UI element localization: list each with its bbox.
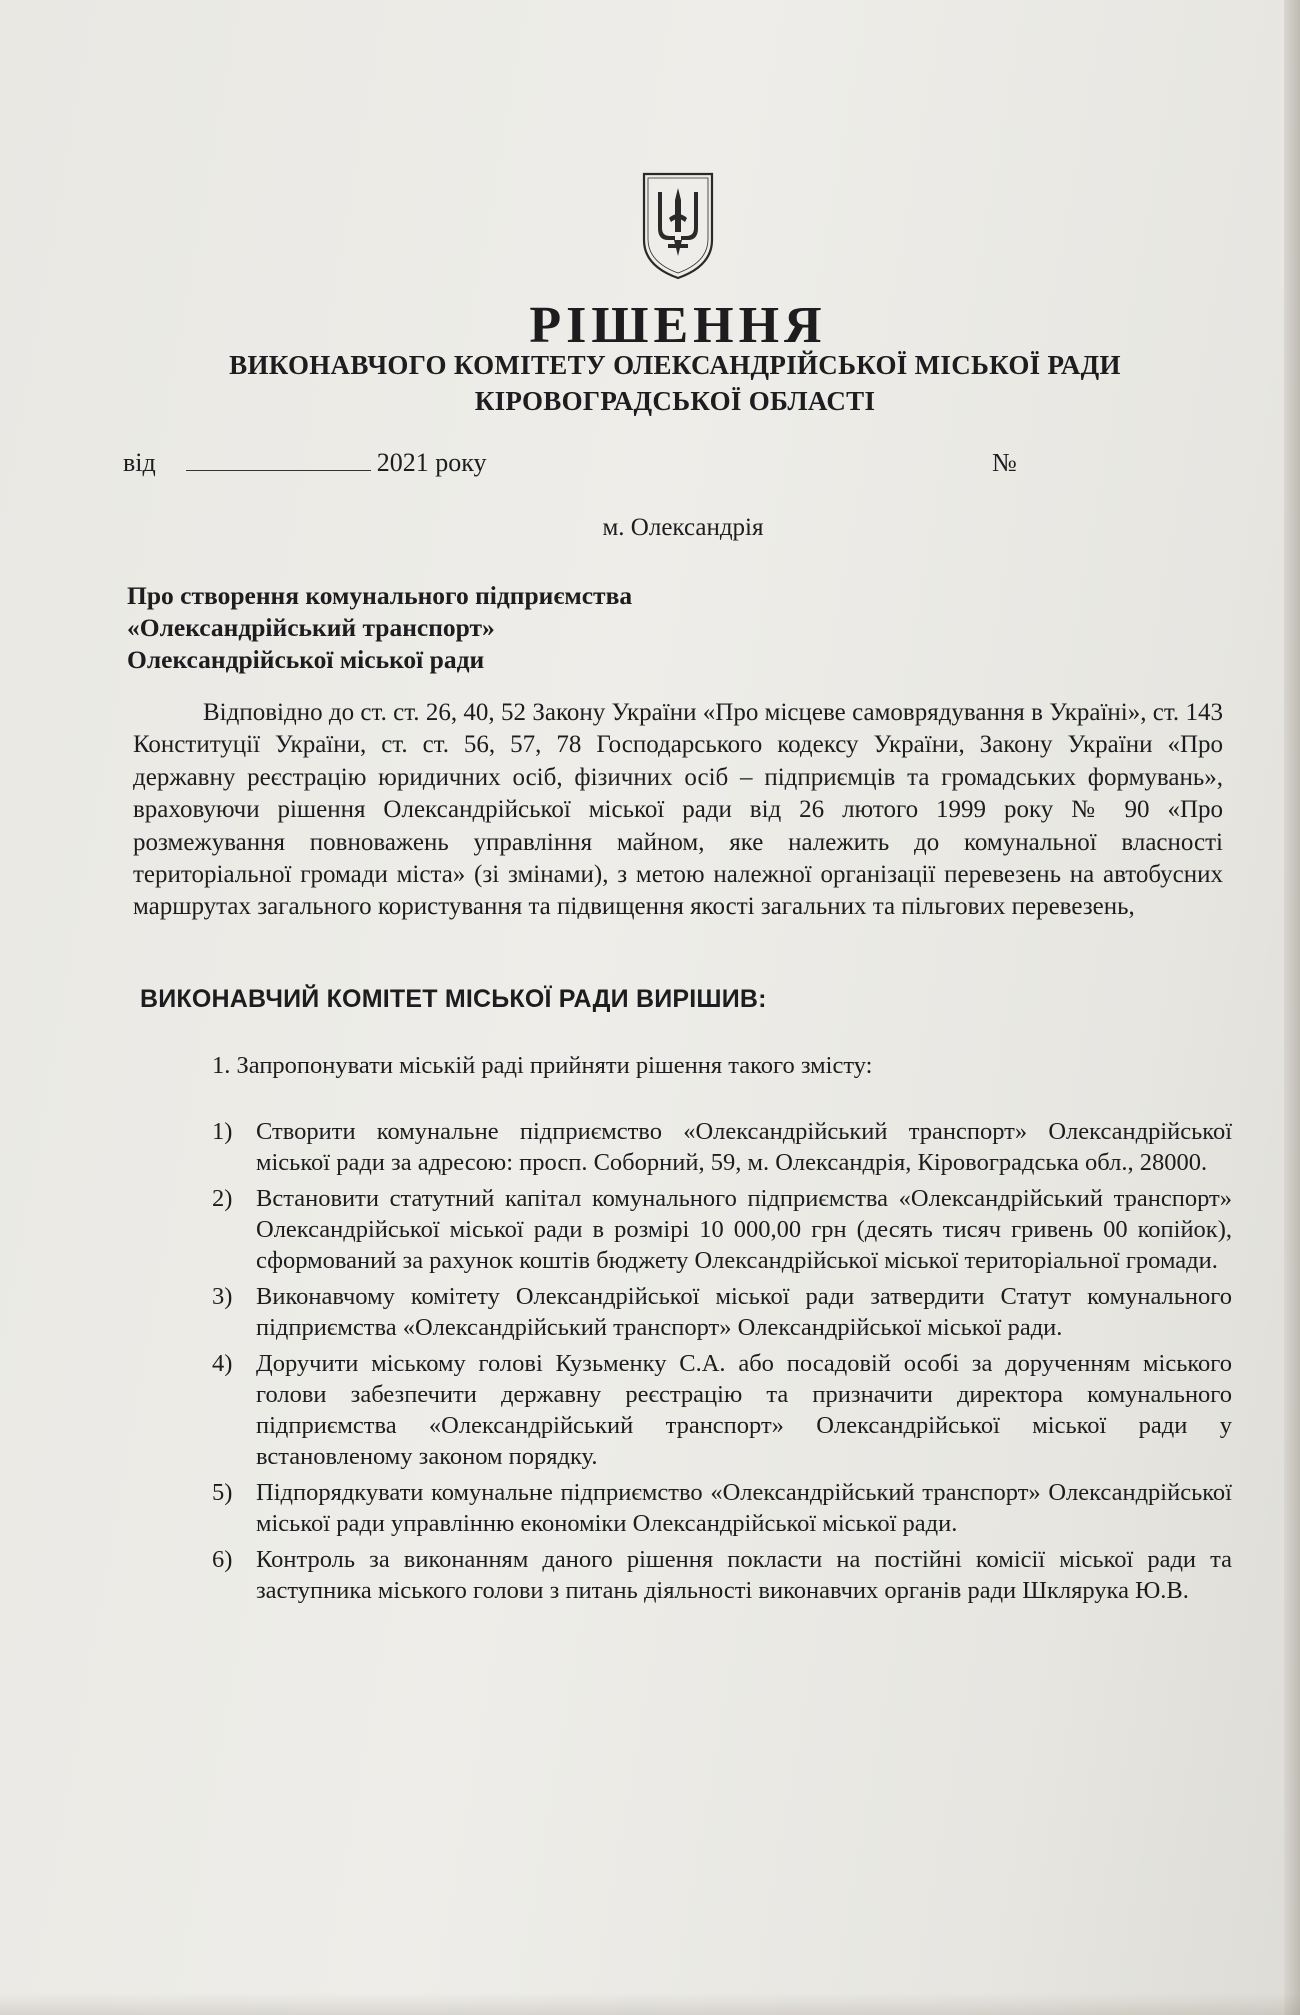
preamble-text: Відповідно до ст. ст. 26, 40, 52 Закону України «Про місцеве самоврядування в Україні», ст. 143 Конституції України, ст. ст. 56, 57, 78 Господарського кодексу України, Закону України «Про державну реєстрацію юридичних осіб, фізичних осіб – підприємців та громадських формувань», враховуючи рішення Олександрійської міської ради від 26 лютого 1999 року № 90 «Про розмежування повноважень управління майном, яке належить до комунальної власності територіальної громади міста» (зі змінами), з метою належної організації перевезень на автобусних маршрутах загального користування та підвищення якості загальних та пільгових перевезень, — [133, 699, 1223, 921]
item-text: Встановити статутний капітал комунального підприємства «Олександрійський транспорт» Олександрійської міської ради в розмірі 10 000,00 грн (десять тисяч гривень 00 копійок), сформований за рахунок коштів бюджету Олександрійської міської територіальної громади. — [256, 1185, 1232, 1274]
issuing-region: КІРОВОГРАДСЬКОЇ ОБЛАСТІ — [474, 386, 876, 416]
subject-line: Про створення комунального підприємства — [127, 581, 633, 610]
trident-coat-of-arms-icon — [638, 170, 718, 282]
issuing-body: ВИКОНАВЧОГО КОМІТЕТУ ОЛЕКСАНДРІЙСЬКОЇ МІСЬКОЇ РАДИ — [229, 350, 1121, 380]
proposal-line: 1. Запропонувати міській раді прийняти рішення такого змісту: — [212, 1052, 873, 1079]
document-title: РІШЕННЯ — [529, 297, 827, 354]
list-item — [212, 1183, 1232, 1276]
preamble-paragraph — [133, 697, 1223, 924]
decision-heading: ВИКОНАВЧИЙ КОМІТЕТ МІСЬКОЇ РАДИ ВИРІШИВ: — [140, 985, 767, 1013]
subject-block — [127, 580, 632, 676]
item-text: Підпорядкувати комунальне підприємство «Олександрійський транспорт» Олександрійської міської ради управлінню економіки Олександрійської міської ради. — [256, 1479, 1232, 1537]
date-row — [123, 448, 487, 478]
date-year: 2021 року — [376, 448, 487, 477]
item-number: 5) — [212, 1479, 233, 1506]
list-item — [212, 1281, 1232, 1343]
page-shadow — [0, 1993, 1300, 2015]
city: м. Олександрія — [602, 514, 764, 541]
date-blank-line — [186, 448, 371, 471]
subject-line: «Олександрійський транспорт» — [127, 613, 495, 642]
item-text: Створити комунальне підприємство «Олександрійський транспорт» Олександрійської міської ради за адресою: просп. Соборний, 59, м. Олександрія, Кіровоградська обл., 28000. — [256, 1118, 1232, 1176]
item-number: 2) — [212, 1185, 233, 1212]
list-item — [212, 1477, 1232, 1539]
item-number: 1) — [212, 1118, 233, 1145]
list-item — [212, 1348, 1232, 1472]
item-text: Контроль за виконанням даного рішення покласти на постійні комісії міської ради та заступника міського голови з питань діяльності виконавчих органів ради Шклярука Ю.В. — [256, 1546, 1232, 1604]
item-text: Виконавчому комітету Олександрійської міської ради затвердити Статут комунального підприємства «Олександрійський транспорт» Олександрійської міської ради. — [256, 1283, 1232, 1341]
item-number: 6) — [212, 1546, 233, 1573]
subject-line: Олександрійської міської ради — [127, 645, 485, 674]
item-number: 3) — [212, 1283, 233, 1310]
date-prefix: від — [123, 448, 156, 477]
item-number: 4) — [212, 1350, 233, 1377]
decision-items-list — [212, 1116, 1232, 1611]
item-text: Доручити міському голові Кузьменку С.А. або посадовій особі за дорученням міського голови забезпечити державну реєстрацію та призначити директора комунального підприємства «Олександрійський транспорт» Олександрійської міської ради у встановленому законом порядку. — [256, 1350, 1232, 1470]
list-item — [212, 1544, 1232, 1606]
document-number-label: № — [992, 448, 1017, 477]
list-item — [212, 1116, 1232, 1178]
